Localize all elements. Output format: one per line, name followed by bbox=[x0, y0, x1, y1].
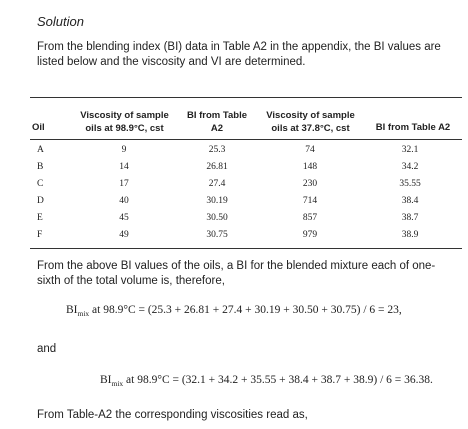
intro-paragraph: From the blending index (BI) data in Table A2 in the appendix, the BI values are listed below and the viscosity and VI are determined. bbox=[37, 41, 441, 68]
table-cell: 49 bbox=[119, 230, 129, 240]
closing-paragraph: From Table-A2 the corresponding viscosities read as, bbox=[37, 409, 308, 421]
table-cell: 74 bbox=[305, 145, 315, 155]
table-cell: 38.9 bbox=[401, 230, 419, 240]
table-top-rule bbox=[30, 97, 462, 98]
table-cell: 714 bbox=[302, 196, 318, 206]
table-cell: 979 bbox=[302, 230, 318, 240]
table-header-rule bbox=[30, 139, 462, 140]
table-cell: 17 bbox=[119, 179, 129, 189]
table-cell: 35.55 bbox=[399, 179, 421, 189]
table-cell: 34.2 bbox=[401, 162, 419, 172]
table-cell: 45 bbox=[119, 213, 129, 223]
table-cell: 30.19 bbox=[206, 196, 228, 206]
table-cell: B bbox=[37, 162, 44, 172]
equation-rhs: at 98.9°C = (25.3 + 26.81 + 27.4 + 30.19 + 30.50 + 30.75) / 6 = 23, bbox=[89, 304, 402, 316]
table-cell: 148 bbox=[302, 162, 318, 172]
table-cell: 26.81 bbox=[206, 162, 228, 172]
equation-subscript: mix bbox=[77, 309, 90, 318]
header-viscosity-98-9: Viscosity of sample oils at 98.9°C, cst bbox=[80, 110, 169, 134]
table-cell: 30.50 bbox=[206, 213, 228, 223]
after-table-paragraph: From the above BI values of the oils, a BI for the blended mixture each of one-sixth of the total volume is, therefore, bbox=[37, 260, 436, 287]
equation-rhs: at 98.9°C = (32.1 + 34.2 + 35.55 + 38.4 + 38.7 + 38.9) / 6 = 36.38. bbox=[123, 374, 433, 386]
section-heading: Solution bbox=[37, 14, 84, 29]
table-cell: C bbox=[37, 179, 44, 189]
equation-lhs: BI bbox=[66, 304, 78, 316]
and-text: and bbox=[37, 343, 57, 355]
table-cell: D bbox=[37, 196, 44, 206]
header-bi-2: BI from Table A2 bbox=[375, 122, 451, 133]
table-cell: E bbox=[37, 213, 43, 223]
table-cell: 38.7 bbox=[401, 213, 419, 223]
table-cell: 857 bbox=[302, 213, 318, 223]
table-cell: F bbox=[37, 230, 43, 240]
table-bottom-rule bbox=[30, 248, 462, 249]
table-cell: 38.4 bbox=[401, 196, 419, 206]
header-bi-1: BI from Table A2 bbox=[187, 110, 247, 134]
table-cell: 230 bbox=[302, 179, 318, 189]
equation-lhs: BI bbox=[100, 374, 112, 386]
table-cell: 25.3 bbox=[208, 145, 226, 155]
table-cell: 27.4 bbox=[208, 179, 226, 189]
table-cell: 40 bbox=[119, 196, 129, 206]
equation-bi-mix-2 bbox=[100, 374, 433, 388]
table-cell: 14 bbox=[119, 162, 129, 172]
table-cell: 30.75 bbox=[206, 230, 228, 240]
table-cell: 32.1 bbox=[401, 145, 419, 155]
header-oil: Oil bbox=[32, 122, 45, 133]
equation-bi-mix-1 bbox=[66, 304, 402, 318]
equation-subscript: mix bbox=[111, 379, 124, 388]
header-viscosity-37-8: Viscosity of sample oils at 37.8°C, cst bbox=[266, 110, 355, 134]
table-cell: A bbox=[37, 145, 44, 155]
table-cell: 9 bbox=[121, 145, 127, 155]
